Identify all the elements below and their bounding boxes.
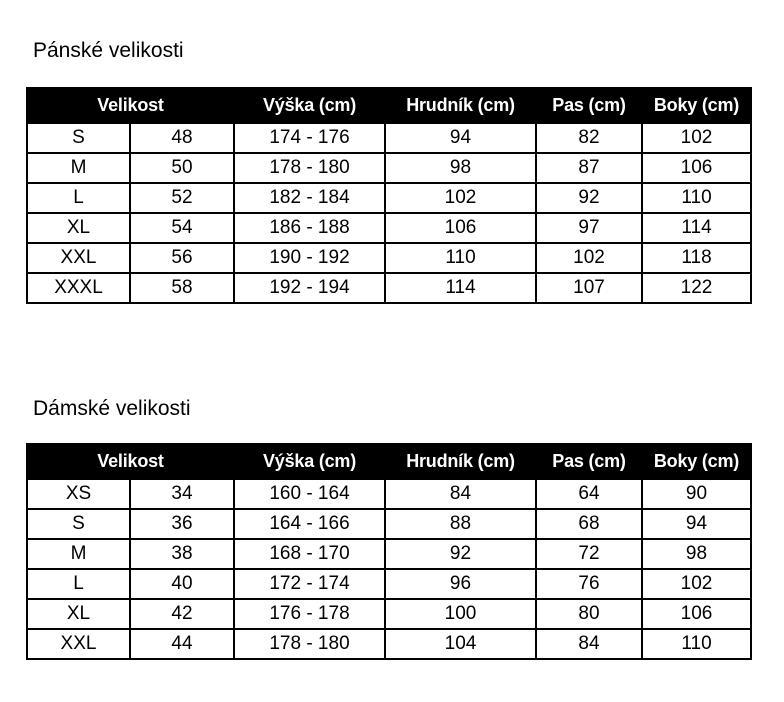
cell-hrudnik: 88 — [385, 509, 536, 539]
table-row — [27, 123, 751, 153]
cell-size-letter: S — [27, 509, 130, 539]
cell-hrudnik: 102 — [385, 183, 536, 213]
cell-size-letter: XS — [27, 479, 130, 509]
cell-boky: 114 — [642, 213, 751, 243]
cell-size-number: 58 — [130, 273, 234, 303]
cell-size-number: 54 — [130, 213, 234, 243]
header-vyska: Výška (cm) — [234, 88, 385, 123]
cell-boky: 106 — [642, 153, 751, 183]
cell-pas: 92 — [536, 183, 642, 213]
table-row — [27, 539, 751, 569]
cell-size-letter: S — [27, 123, 130, 153]
cell-size-letter: M — [27, 539, 130, 569]
table-row — [27, 629, 751, 659]
cell-size-letter: XXL — [27, 243, 130, 273]
cell-vyska: 186 - 188 — [234, 213, 385, 243]
cell-hrudnik: 114 — [385, 273, 536, 303]
cell-boky: 102 — [642, 123, 751, 153]
cell-size-number: 38 — [130, 539, 234, 569]
header-hrudnik: Hrudník (cm) — [385, 444, 536, 479]
table-row — [27, 213, 751, 243]
cell-pas: 76 — [536, 569, 642, 599]
men-size-table — [26, 87, 752, 304]
cell-hrudnik: 104 — [385, 629, 536, 659]
cell-vyska: 178 - 180 — [234, 629, 385, 659]
cell-pas: 84 — [536, 629, 642, 659]
table-row — [27, 509, 751, 539]
cell-pas: 82 — [536, 123, 642, 153]
cell-pas: 107 — [536, 273, 642, 303]
cell-size-letter: XXXL — [27, 273, 130, 303]
cell-pas: 80 — [536, 599, 642, 629]
cell-size-letter: XL — [27, 599, 130, 629]
cell-size-number: 42 — [130, 599, 234, 629]
cell-pas: 72 — [536, 539, 642, 569]
men-size-title: Pánské velikosti — [33, 39, 184, 62]
header-velikost: Velikost — [27, 88, 234, 123]
cell-boky: 110 — [642, 183, 751, 213]
header-boky: Boky (cm) — [642, 444, 751, 479]
cell-vyska: 160 - 164 — [234, 479, 385, 509]
header-pas: Pas (cm) — [536, 88, 642, 123]
cell-pas: 64 — [536, 479, 642, 509]
cell-boky: 90 — [642, 479, 751, 509]
cell-hrudnik: 96 — [385, 569, 536, 599]
table-row — [27, 153, 751, 183]
cell-vyska: 178 - 180 — [234, 153, 385, 183]
cell-vyska: 164 - 166 — [234, 509, 385, 539]
cell-vyska: 176 - 178 — [234, 599, 385, 629]
cell-hrudnik: 110 — [385, 243, 536, 273]
cell-size-number: 36 — [130, 509, 234, 539]
table-header-row — [27, 444, 751, 479]
cell-size-number: 48 — [130, 123, 234, 153]
table-row — [27, 273, 751, 303]
cell-vyska: 182 - 184 — [234, 183, 385, 213]
table-row — [27, 569, 751, 599]
cell-vyska: 172 - 174 — [234, 569, 385, 599]
cell-boky: 110 — [642, 629, 751, 659]
cell-size-letter: M — [27, 153, 130, 183]
table-row — [27, 479, 751, 509]
cell-size-number: 52 — [130, 183, 234, 213]
cell-size-number: 40 — [130, 569, 234, 599]
cell-boky: 118 — [642, 243, 751, 273]
cell-hrudnik: 106 — [385, 213, 536, 243]
cell-hrudnik: 84 — [385, 479, 536, 509]
header-pas: Pas (cm) — [536, 444, 642, 479]
cell-pas: 97 — [536, 213, 642, 243]
header-hrudnik: Hrudník (cm) — [385, 88, 536, 123]
header-velikost: Velikost — [27, 444, 234, 479]
cell-vyska: 168 - 170 — [234, 539, 385, 569]
cell-boky: 106 — [642, 599, 751, 629]
cell-hrudnik: 94 — [385, 123, 536, 153]
table-row — [27, 599, 751, 629]
cell-size-letter: L — [27, 183, 130, 213]
cell-boky: 122 — [642, 273, 751, 303]
cell-size-letter: XXL — [27, 629, 130, 659]
cell-hrudnik: 98 — [385, 153, 536, 183]
cell-boky: 94 — [642, 509, 751, 539]
table-header-row — [27, 88, 751, 123]
cell-hrudnik: 100 — [385, 599, 536, 629]
cell-size-number: 56 — [130, 243, 234, 273]
header-boky: Boky (cm) — [642, 88, 751, 123]
cell-size-number: 44 — [130, 629, 234, 659]
cell-pas: 87 — [536, 153, 642, 183]
header-vyska: Výška (cm) — [234, 444, 385, 479]
women-size-title: Dámské velikosti — [33, 397, 191, 420]
cell-size-letter: L — [27, 569, 130, 599]
cell-size-letter: XL — [27, 213, 130, 243]
table-row — [27, 183, 751, 213]
cell-boky: 98 — [642, 539, 751, 569]
cell-hrudnik: 92 — [385, 539, 536, 569]
cell-size-number: 50 — [130, 153, 234, 183]
cell-pas: 68 — [536, 509, 642, 539]
cell-size-number: 34 — [130, 479, 234, 509]
cell-boky: 102 — [642, 569, 751, 599]
cell-vyska: 192 - 194 — [234, 273, 385, 303]
cell-vyska: 190 - 192 — [234, 243, 385, 273]
cell-vyska: 174 - 176 — [234, 123, 385, 153]
cell-pas: 102 — [536, 243, 642, 273]
women-size-table — [26, 443, 752, 660]
table-row — [27, 243, 751, 273]
